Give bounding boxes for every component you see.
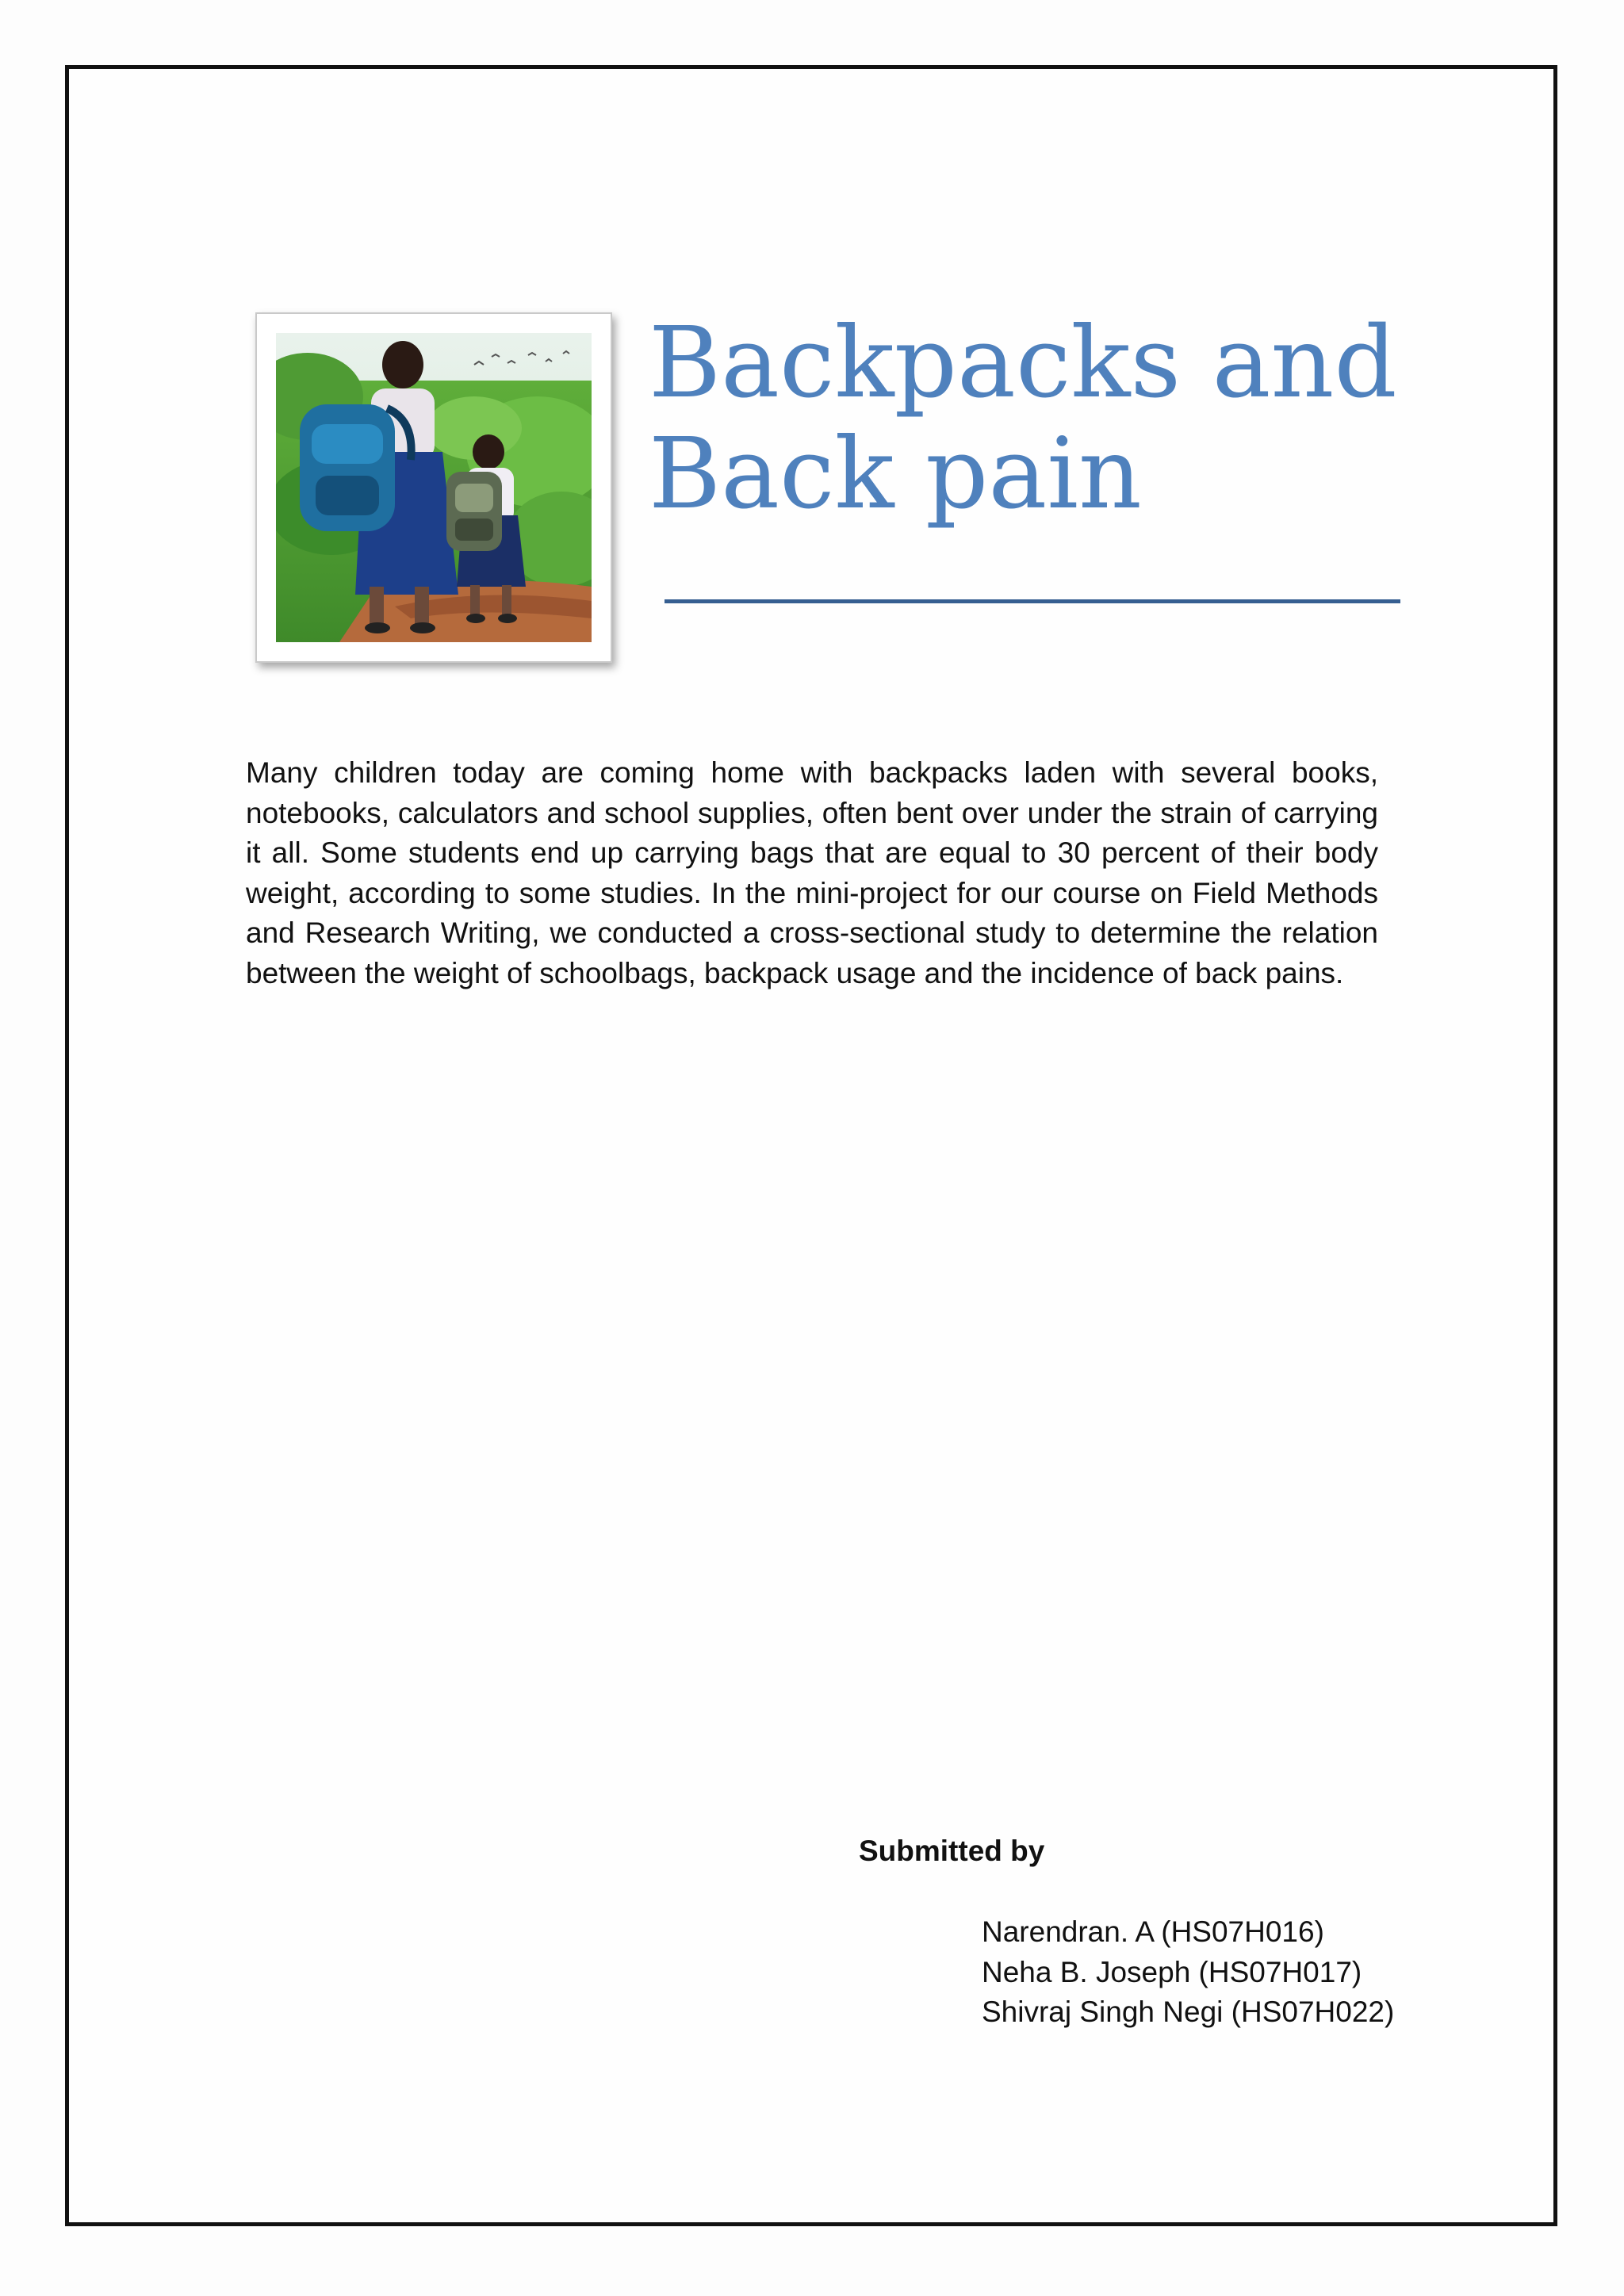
document-title xyxy=(649,308,1442,530)
author-item: Shivraj Singh Negi (HS07H022) xyxy=(982,1996,1395,2028)
author-item: Neha B. Joseph (HS07H017) xyxy=(982,1955,1362,1988)
author-item: Narendran. A (HS07H016) xyxy=(982,1915,1324,1948)
children-with-backpacks-photo xyxy=(276,333,592,642)
author-list xyxy=(982,1912,1394,2033)
abstract-paragraph: Many children today are coming home with backpacks laden with several books, notebooks, calculators and school supplies, often bent over under the strain of carrying it all. Some students end up carrying bags that are equal to 30 percent of their body weight, according to some studies. In the mini-project for our course on Field Methods and Research Writing, we conducted a cross-sectional study to determine the relation between the weight of schoolbags, backpack usage and the incidence of back pains. xyxy=(246,756,1378,989)
title-line-2: Back pain xyxy=(649,417,1142,531)
title-underline xyxy=(665,599,1400,603)
title-line-1: Backpacks and xyxy=(649,306,1397,420)
submitted-by-label: Submitted by xyxy=(859,1835,1045,1867)
cover-photo-frame xyxy=(255,312,612,663)
